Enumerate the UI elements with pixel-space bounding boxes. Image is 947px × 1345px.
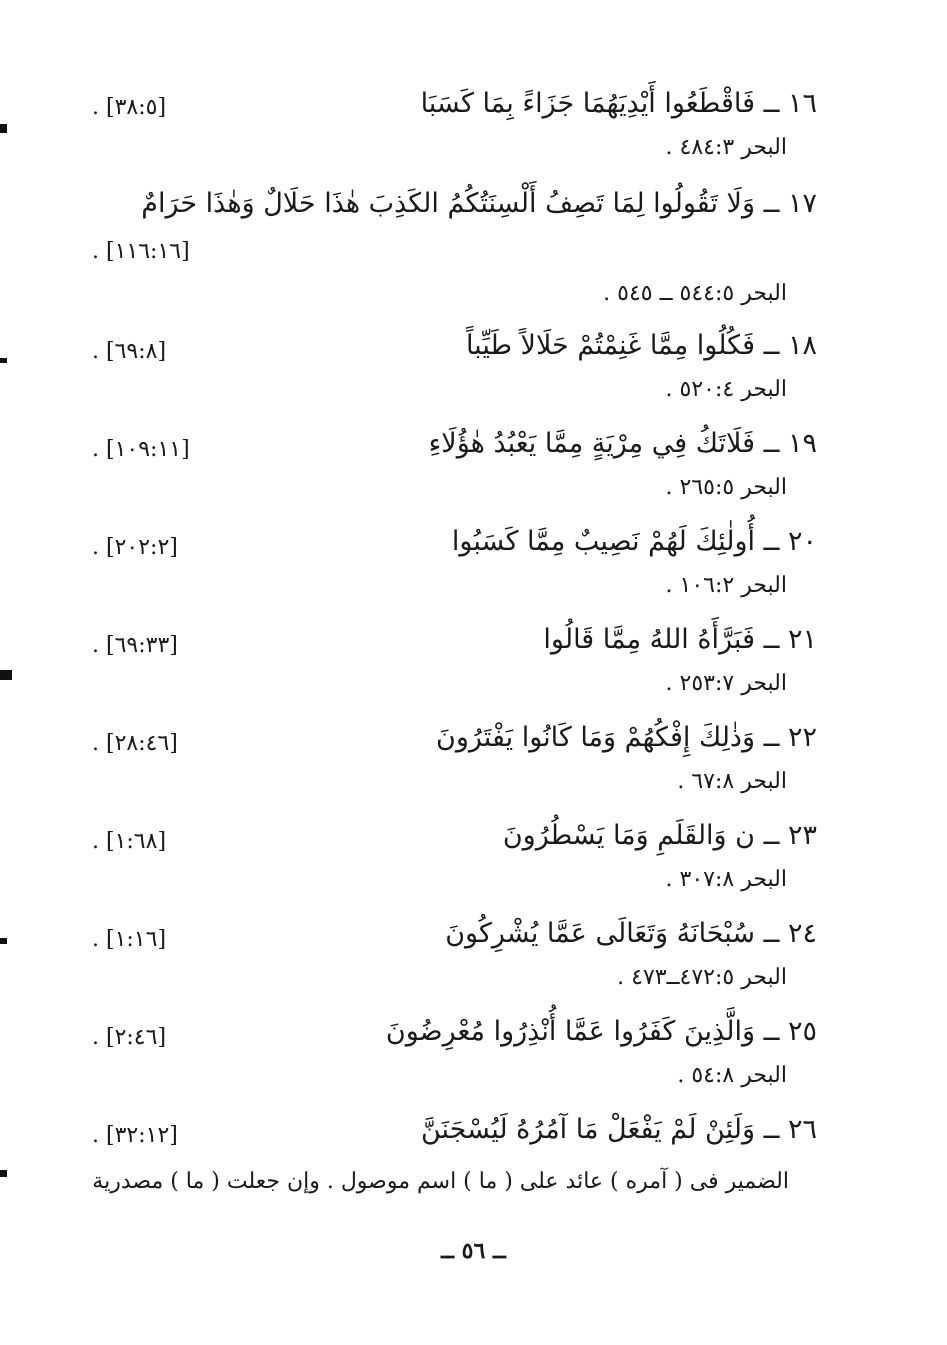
verse-reference: . [٦٩:٨]	[92, 339, 167, 364]
verse-reference: . [١:٦٨]	[92, 829, 167, 854]
scan-edge-mark	[0, 124, 7, 133]
verse-line: ٢١ ــ فَبَرَّأَهُ اللهُ مِمَّا قَالُوا	[543, 624, 817, 655]
verse-line: ١٦ ــ فَاقْطَعُوا أَيْدِيَهُمَا جَزَاءً بِمَا كَسَبَا	[420, 88, 817, 119]
verse-reference: . [١١٦:١٦]	[92, 239, 190, 264]
bahr-citation: البحر ٣٠٧:٨ .	[665, 867, 787, 892]
verse-reference: . [٢٠٢:٢]	[92, 535, 178, 560]
verse-reference: . [٦٩:٣٣]	[92, 633, 178, 658]
verse-line: ١٩ ــ فَلَاتَكُ فِي مِرْيَةٍ مِمَّا يَعْبُدُ هٰؤُلَاءِ	[428, 428, 817, 459]
scan-edge-mark	[0, 670, 12, 680]
bahr-citation: البحر ٥٢٠:٤ .	[665, 377, 787, 402]
footnote-text: الضمير فى ( آمره ) عائد على ( ما ) اسم موصول . وإن جعلت ( ما ) مصدرية	[92, 1169, 789, 1194]
verse-reference: . [٣٨:٥]	[92, 95, 167, 120]
bahr-citation: البحر ٤٧٢:٥ــ٤٧٣ .	[617, 965, 787, 990]
bahr-citation: البحر ٤٨٤:٣ .	[665, 135, 787, 160]
verse-reference: . [٢٨:٤٦]	[92, 731, 178, 756]
bahr-citation: البحر ١٠٦:٢ .	[665, 573, 787, 598]
verse-line: ٢٥ ــ وَالَّذِينَ كَفَرُوا عَمَّا أُنْذِرُوا مُعْرِضُونَ	[385, 1016, 817, 1047]
verse-line: ٢٢ ــ وَذٰلِكَ إِفْكُهُمْ وَمَا كَانُوا يَفْتَرُونَ	[436, 722, 817, 753]
verse-line: ١٨ ــ فَكُلُوا مِمَّا غَنِمْتُمْ حَلَالاً طَيِّباً	[465, 330, 817, 361]
page-number: ــ ٥٦ ــ	[441, 1238, 506, 1264]
bahr-citation: البحر ٦٧:٨ .	[677, 769, 787, 794]
verse-reference: . [١٠٩:١١]	[92, 437, 190, 462]
scan-edge-mark	[0, 358, 7, 363]
scan-edge-mark	[0, 938, 7, 944]
verse-line: ٢٠ ــ أُولٰئِكَ لَهُمْ نَصِيبٌ مِمَّا كَسَبُوا	[451, 526, 817, 557]
verse-line: ١٧ ــ وَلَا تَقُولُوا لِمَا تَصِفُ أَلْسِنَتُكُمُ الكَذِبَ هٰذَا حَلَالٌ وَهٰذَا حَرَامٌ	[141, 188, 817, 219]
verse-line: ٢٤ ــ سُبْحَانَهُ وَتَعَالَى عَمَّا يُشْرِكُونَ	[445, 918, 817, 949]
verse-line: ٢٦ ــ وَلَئِنْ لَمْ يَفْعَلْ مَا آمُرُهُ لَيُسْجَنَنَّ	[420, 1114, 817, 1145]
verse-line: ٢٣ ــ ن وَالقَلَمِ وَمَا يَسْطُرُونَ	[502, 820, 817, 851]
bahr-citation: البحر ٥٤:٨ .	[677, 1063, 787, 1088]
bahr-citation: البحر ٥٤٤:٥ ــ ٥٤٥ .	[603, 281, 787, 306]
bahr-citation: البحر ٢٦٥:٥ .	[665, 475, 787, 500]
scan-edge-mark	[0, 1170, 7, 1177]
verse-reference: . [٣٢:١٢]	[92, 1123, 178, 1148]
bahr-citation: البحر ٢٥٣:٧ .	[665, 671, 787, 696]
verse-reference: . [٢:٤٦]	[92, 1025, 167, 1050]
verse-reference: . [١:١٦]	[92, 927, 167, 952]
